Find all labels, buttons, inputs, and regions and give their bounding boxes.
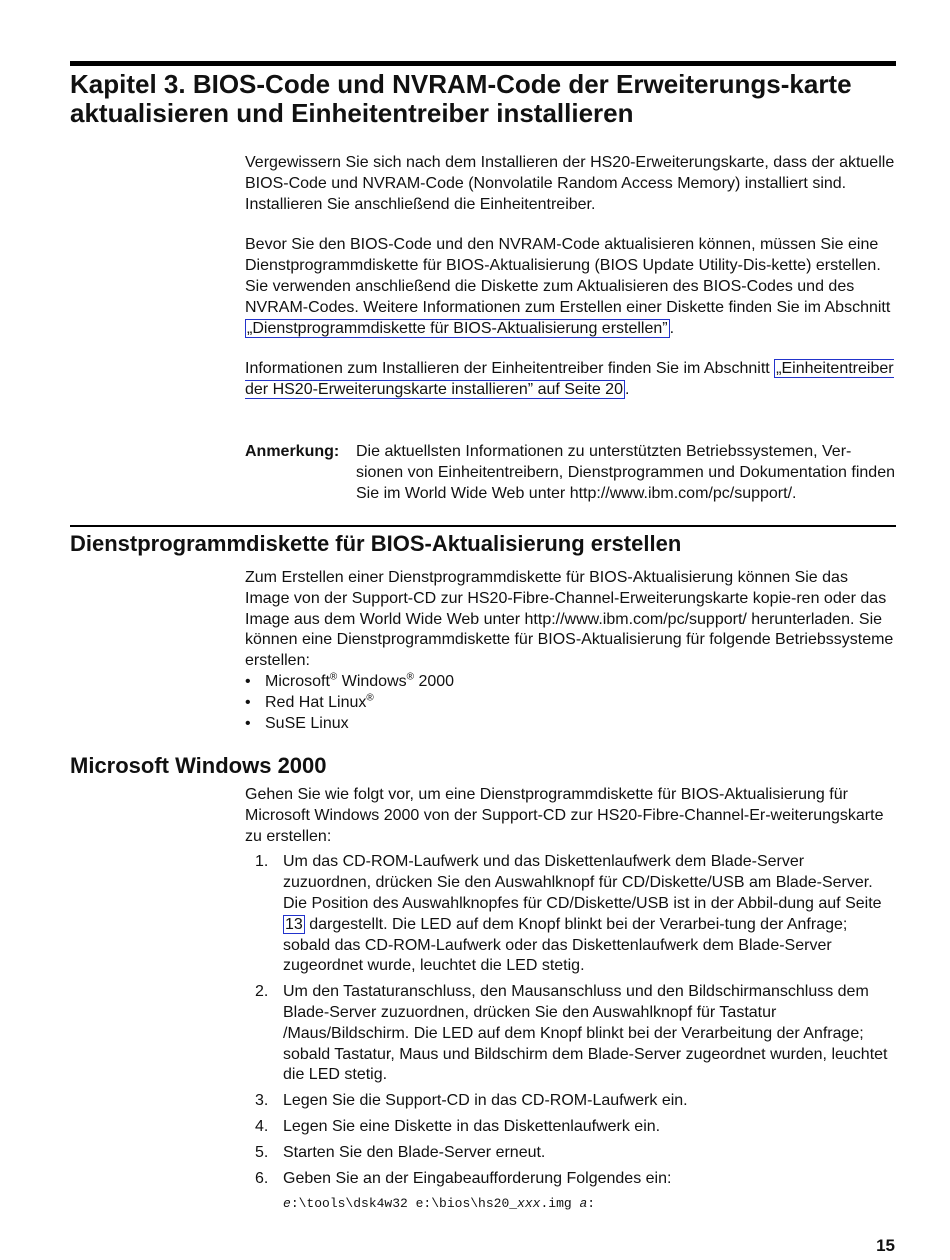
chapter-rule (70, 61, 896, 66)
period: . (624, 381, 630, 399)
period: . (669, 319, 675, 337)
list-item (245, 672, 896, 693)
os-name: Red Hat Linux (265, 693, 367, 711)
steps-list (245, 852, 896, 1189)
os-name: Microsoft (265, 672, 330, 690)
registered-mark: ® (366, 692, 374, 704)
os-version: 2000 (414, 672, 455, 690)
step-number: 5. (255, 1143, 269, 1161)
step-text: Geben Sie an der Eingabeaufforderung Folgendes ein: (283, 1169, 672, 1187)
page-number: 15 (876, 1236, 895, 1255)
bios-diskette-text: Bevor Sie den BIOS-Code und den NVRAM-Code aktualisieren können, müssen Sie eine Dienstprogrammdiskette für BIOS-Aktualisierung (BIOS Update Utility-Dis-kette) erstellen. Sie verwenden anschließend die Diskette zum Aktualisieren des BIOS-Codes und des NVRAM-Codes. Weitere Informationen zum Erstellen einer Diskette finden Sie im Abschnitt (245, 236, 891, 316)
list-item (245, 693, 896, 714)
os-name: Windows (337, 672, 407, 690)
windows-intro: Gehen Sie wie folgt vor, um eine Dienstprogrammdiskette für BIOS-Aktualisierung für Microsoft Windows 2000 von der Support-CD zur HS20-Fibre-Channel-Er-weiterungskarte zu erstellen: (245, 786, 884, 845)
command-line (245, 1194, 896, 1215)
intro-paragraph: Vergewissern Sie sich nach dem Installieren der HS20-Erweiterungskarte, dass der aktuelle BIOS-Code und NVRAM-Code (Nonvolatile Random Access Memory) installiert sind. Installieren Sie anschließend die Einheitentreiber. (245, 154, 895, 213)
step-item (245, 852, 896, 977)
driver-paragraph (245, 359, 896, 401)
step-text: Legen Sie die Support-CD in das CD-ROM-Laufwerk ein. (283, 1092, 688, 1110)
drive-variable: e (283, 1196, 291, 1212)
step-number: 3. (255, 1092, 269, 1110)
chapter-intro (245, 153, 896, 401)
bios-diskette-paragraph (245, 235, 896, 339)
registered-mark: ® (406, 671, 415, 683)
step-item (245, 1117, 896, 1138)
step-text: Um das CD-ROM-Laufwerk und das Diskettenlaufwerk dem Blade-Server zuzuordnen, drücken Sie den Auswahlknopf für CD/Diskette/USB am Blade-Server. Die Position des Auswahlknopfes für CD/Diskette/USB ist in der Abbil-dung auf Seite (283, 853, 882, 912)
step-text: dargestellt. Die LED auf dem Knopf blinkt bei der Verarbei-tung der Anfrage; sobald das CD-ROM-Laufwerk oder das Diskettenlaufwerk dem Blade-Server zugeordnet wurde, leuchtet die LED stetig. (283, 915, 848, 975)
link-page-13[interactable]: 13 (285, 915, 303, 933)
link-driver-section[interactable]: „Einheitentreiber der HS20-Erweiterungskarte installieren” auf Seite 20 (245, 360, 894, 399)
list-item (245, 714, 896, 735)
registered-mark: ® (329, 671, 338, 683)
os-list (245, 672, 896, 734)
command-text: :\tools\dsk4w32 e:\bios\hs20_ (290, 1196, 518, 1212)
step-number: 6. (255, 1169, 269, 1187)
note-label: Anmerkung: (245, 443, 340, 460)
link-diskette-section[interactable]: „Dienstprogrammdiskette für BIOS-Aktualisierung erstellen” (247, 319, 668, 337)
version-variable: xxx (517, 1196, 541, 1212)
command-text: : (587, 1196, 596, 1212)
command-text: .img (540, 1196, 580, 1212)
step-item (245, 1169, 896, 1190)
step-number: 4. (255, 1117, 269, 1135)
drive-variable: a (579, 1196, 588, 1212)
chapter-title: Kapitel 3. BIOS-Code und NVRAM-Code der Erweiterungs-karte aktualisieren und Einheitentreiber installieren (70, 69, 852, 128)
step-text: Starten Sie den Blade-Server erneut. (283, 1143, 546, 1161)
section-windows-body (245, 785, 896, 1215)
driver-text: Informationen zum Installieren der Einheitentreiber finden Sie im Abschnitt (245, 360, 775, 378)
step-text: Um den Tastaturanschluss, den Mausanschluss und den Bildschirmanschluss dem Blade-Server zuzuordnen, drücken Sie den Auswahlknopf für Tastatur /Maus/Bildschirm. Die LED auf dem Knopf blinkt bei der Verarbeitung der Anfrage; sobald Tastatur, Maus und Bildschirm dem Blade-Server zugeordnet wurden, leuchtet die LED stetig. (283, 983, 888, 1084)
step-item (245, 1143, 896, 1164)
diskette-paragraph: Zum Erstellen einer Dienstprogrammdiskette für BIOS-Aktualisierung können Sie das Image von der Support-CD zur HS20-Fibre-Channel-Erweiterungskarte kopie-ren oder das Image aus dem World Wide Web unter http://www.ibm.com/pc/support/ herunterladen. Sie können eine Dienstprogrammdiskette für BIOS-Aktualisierung für folgende Betriebssysteme erstellen: (245, 569, 894, 670)
section-diskette-body (245, 568, 896, 734)
step-number: 1. (255, 853, 269, 871)
section-title-diskette: Dienstprogrammdiskette für BIOS-Aktualisierung erstellen (70, 531, 682, 556)
step-text: Legen Sie eine Diskette in das Diskettenlaufwerk ein. (283, 1117, 661, 1135)
section-rule (70, 525, 896, 527)
os-name: SuSE Linux (265, 714, 349, 732)
step-number: 2. (255, 983, 269, 1001)
step-item (245, 1091, 896, 1112)
section-title-windows: Microsoft Windows 2000 (70, 753, 327, 778)
note-text: Die aktuellsten Informationen zu unterstützten Betriebssystemen, Ver-sionen von Einheitentreibern, Dienstprogrammen und Dokumentation finden Sie im World Wide Web unter http://www.ibm.com/pc/support/. (356, 443, 895, 502)
step-item (245, 982, 896, 1086)
